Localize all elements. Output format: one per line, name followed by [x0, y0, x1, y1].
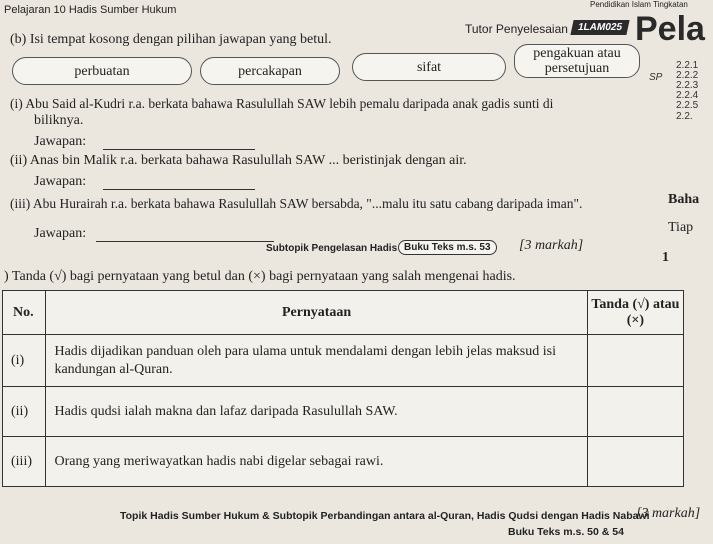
option-box-3: sifat	[352, 53, 506, 81]
answer-label-3: Jawapan:	[34, 226, 87, 241]
subtopic-label: Subtopik Pengelasan Hadis	[266, 243, 398, 254]
mark-cell[interactable]	[587, 335, 683, 387]
sp-item: 2.2.4	[676, 90, 699, 101]
option-box-2: percakapan	[200, 57, 340, 85]
sp-item: 2.2.5	[676, 100, 699, 111]
table-row	[3, 437, 684, 487]
brand-title: Pela	[635, 10, 705, 48]
answer-blank-1[interactable]	[103, 148, 255, 150]
row-number: (iii)	[3, 437, 46, 487]
header-statement: Pernyataan	[46, 291, 587, 335]
row-statement: Orang yang meriwayatkan hadis nabi digelar sebagai rawi.	[46, 437, 587, 487]
header-mark: Tanda (√) atau (×)	[587, 291, 683, 335]
sp-item: 2.2.	[676, 111, 693, 122]
table-row	[3, 387, 684, 437]
footer-marks: [3 markah]	[636, 506, 701, 521]
sp-label: SP	[649, 72, 663, 83]
book-ref: Buku Teks m.s. 53	[398, 240, 497, 255]
page-header-right: Pendidikan Islam Tingkatan	[590, 0, 688, 9]
mark-cell[interactable]	[587, 387, 683, 437]
mark-cell[interactable]	[587, 437, 683, 487]
section-c-instruction: ) Tanda (√) bagi pernyataan yang betul dan (×) bagi pernyataan yang salah mengenai hadis.	[4, 269, 516, 284]
row-number: (ii)	[3, 387, 46, 437]
option-box-1: perbuatan	[12, 57, 192, 85]
answer-label-2: Jawapan:	[34, 174, 87, 189]
statement-table	[2, 290, 684, 487]
page-header-left: Pelajaran 10 Hadis Sumber Hukum	[4, 4, 177, 16]
row-statement: Hadis qudsi ialah makna dan lafaz daripada Rasulullah SAW.	[46, 387, 587, 437]
sp-item: 2.2.2	[676, 70, 699, 81]
side-text-1: Baha	[668, 192, 700, 207]
answer-label-1: Jawapan:	[34, 134, 87, 149]
row-number: (i)	[3, 335, 46, 387]
answer-blank-3[interactable]	[96, 240, 274, 242]
row-statement: Hadis dijadikan panduan oleh para ulama untuk mendalami dengan lebih jelas maksud isi kandungan al-Quran.	[46, 335, 587, 387]
question-1-cont: biliknya.	[34, 113, 84, 128]
footer-topic: Topik Hadis Sumber Hukum & Subtopik Perbandingan antara al-Quran, Hadis Qudsi dengan Hadis Nabawi	[120, 510, 650, 522]
tutor-label: Tutor Penyelesaian	[465, 22, 568, 36]
code-badge: 1LAM025	[570, 20, 629, 35]
question-2: (ii) Anas bin Malik r.a. berkata bahawa Rasulullah SAW ... beristinjak dengan air.	[10, 153, 467, 168]
section-b-instruction: (b) Isi tempat kosong dengan pilihan jawapan yang betul.	[10, 32, 332, 47]
sp-item: 2.2.3	[676, 80, 699, 91]
marks-label: [3 markah]	[519, 238, 584, 253]
table-row	[3, 335, 684, 387]
footer-book: Buku Teks m.s. 50 & 54	[508, 526, 624, 538]
question-3: (iii) Abu Hurairah r.a. berkata bahawa Rasulullah SAW bersabda, "...malu itu satu cabang daripada iman".	[10, 196, 583, 211]
question-1: (i) Abu Said al-Kudri r.a. berkata bahawa Rasulullah SAW lebih pemalu daripada anak gadis sunti di	[10, 96, 554, 111]
header-no: No.	[3, 291, 46, 335]
option-box-4: pengakuan atau persetujuan	[514, 44, 640, 78]
side-text-2: Tiap	[668, 220, 694, 235]
answer-blank-2[interactable]	[103, 188, 255, 190]
side-text-3: 1	[662, 250, 669, 265]
sp-item: 2.2.1	[676, 60, 699, 71]
